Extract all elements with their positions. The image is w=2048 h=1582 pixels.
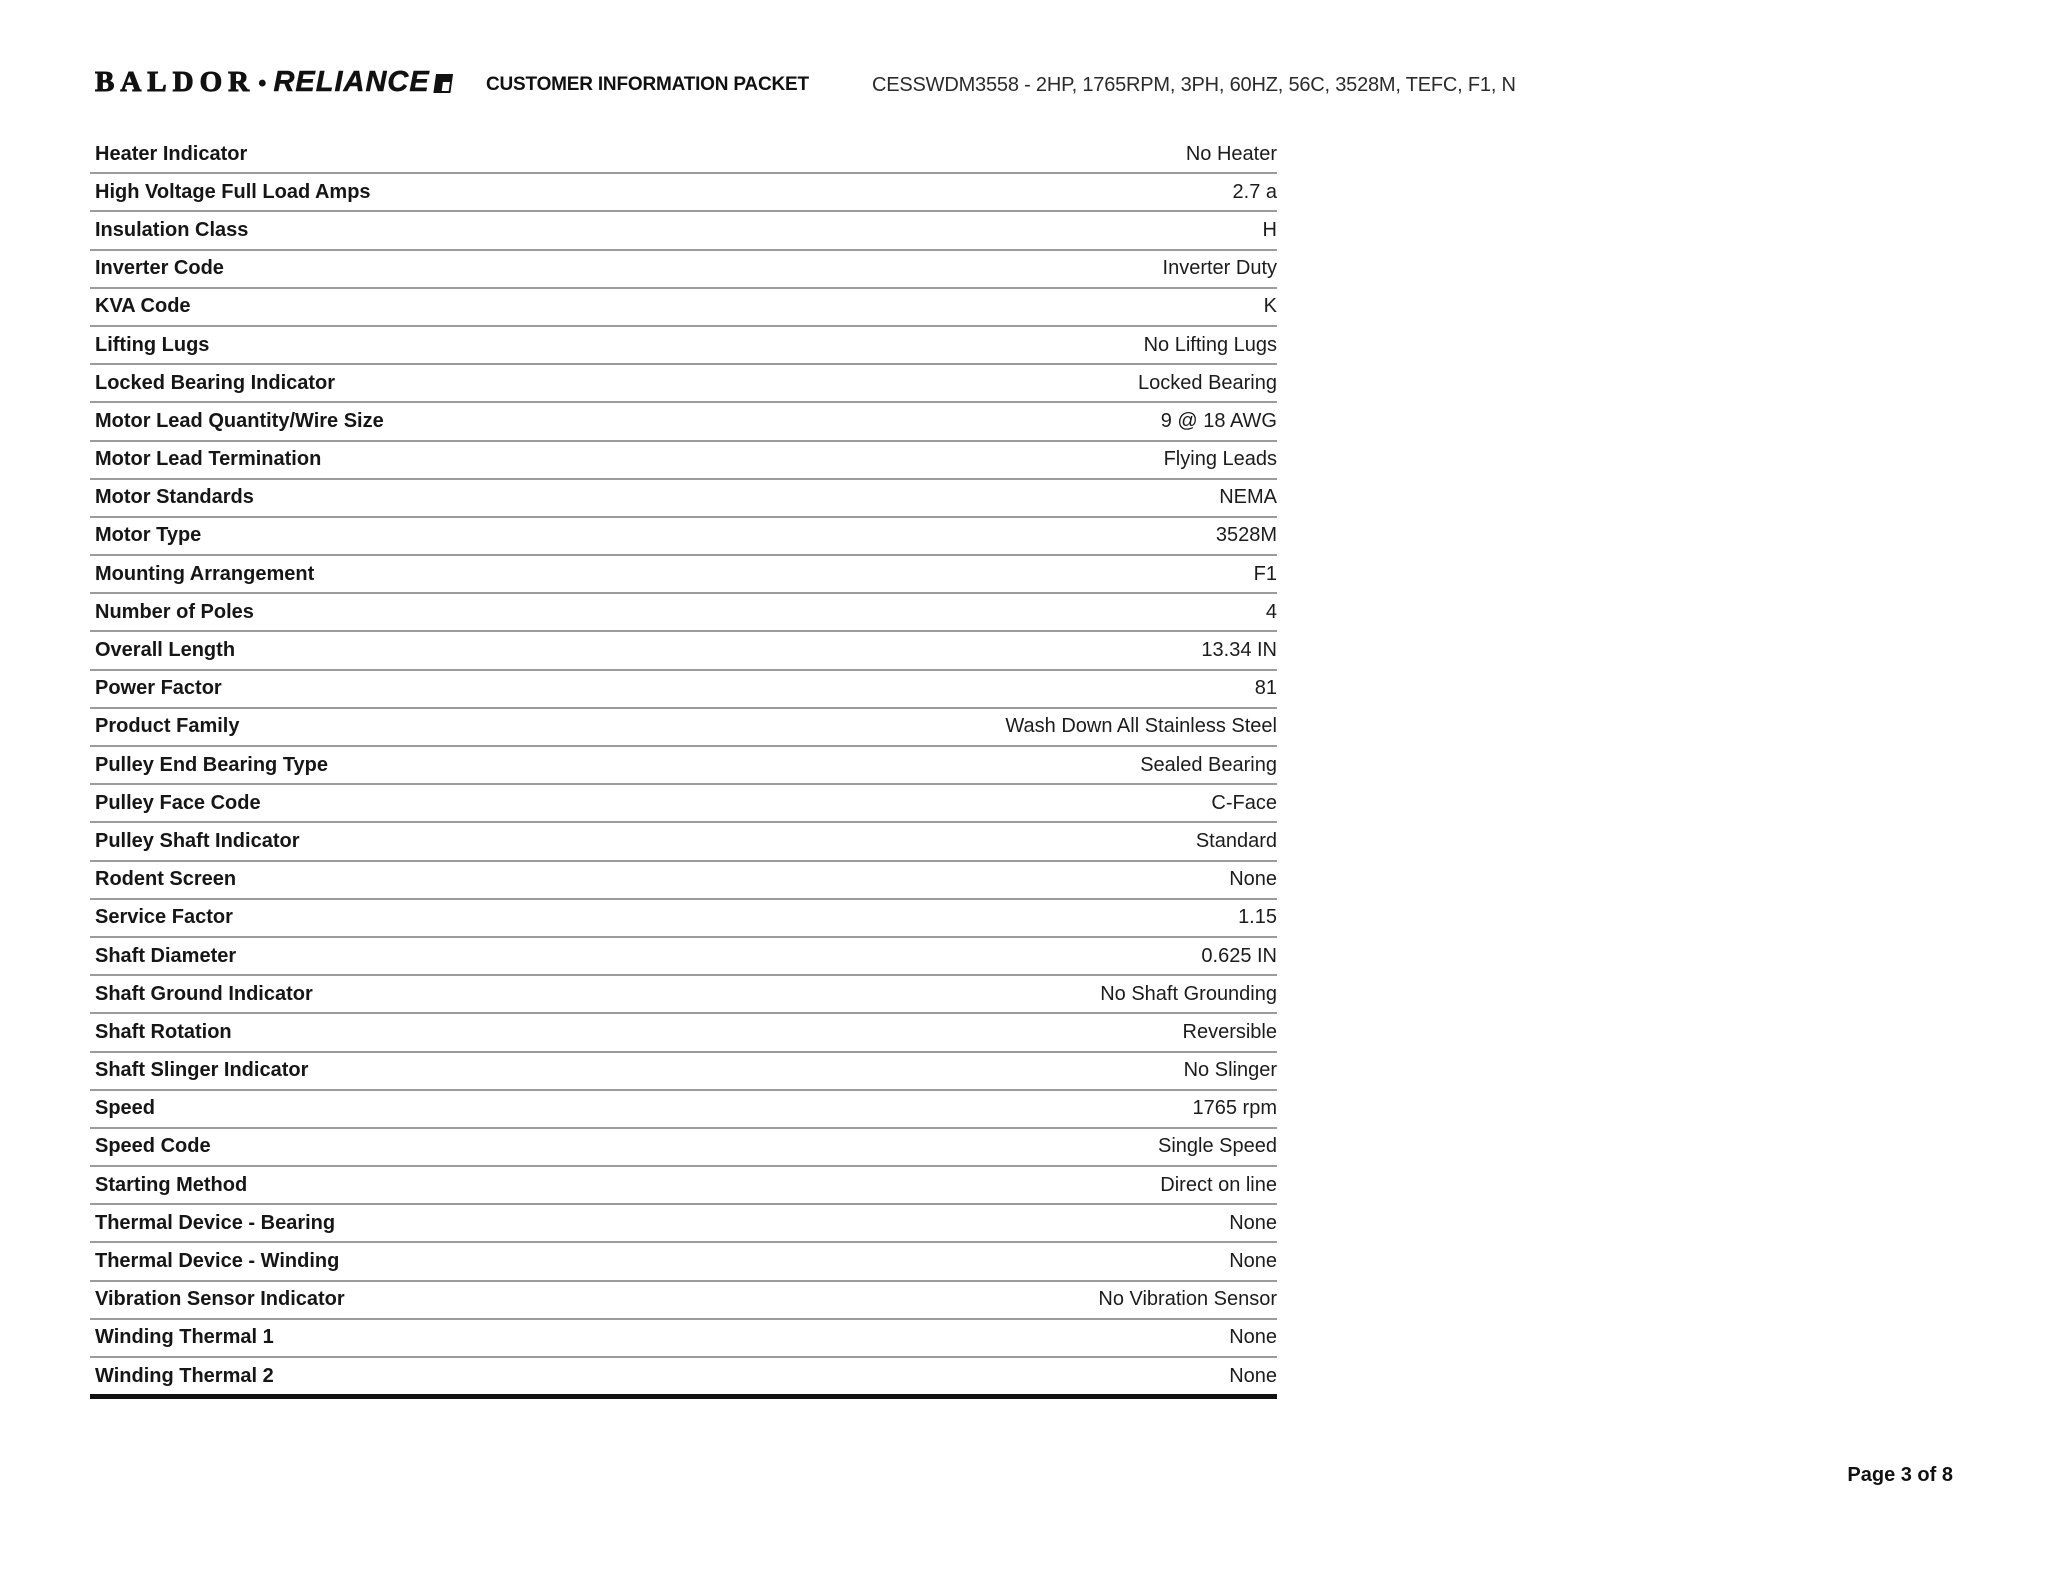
spec-value: None (1229, 1364, 1277, 1387)
spec-label: Rodent Screen (95, 868, 237, 891)
table-row (90, 1014, 1277, 1052)
table-row (90, 174, 1277, 212)
logo-baldor-text: BALDOR (95, 66, 256, 98)
spec-label: Motor Type (95, 524, 202, 547)
table-row (90, 1243, 1277, 1281)
logo-dot-icon: • (258, 70, 267, 97)
spec-value: Reversible (1182, 1020, 1277, 1043)
logo-reliance-text: RELIANCE (273, 66, 430, 98)
spec-value: 1.15 (1238, 906, 1277, 929)
spec-value: Inverter Duty (1162, 257, 1277, 280)
spec-label: Inverter Code (95, 257, 224, 280)
table-row (90, 327, 1277, 365)
spec-value: Standard (1195, 829, 1277, 852)
spec-label: Shaft Slinger Indicator (95, 1059, 309, 1082)
spec-value: Locked Bearing (1138, 371, 1277, 394)
product-spec-line: CESSWDM3558 - 2HP, 1765RPM, 3PH, 60HZ, 56C, 3528M, TEFC, F1, N (872, 74, 1516, 96)
table-row (90, 1358, 1277, 1399)
spec-label: Number of Poles (95, 600, 254, 623)
spec-label: Product Family (95, 715, 240, 738)
spec-value: 2.7 a (1232, 180, 1277, 203)
spec-value: None (1229, 1326, 1277, 1349)
spec-value: None (1229, 1250, 1277, 1273)
spec-value: None (1229, 1211, 1277, 1234)
spec-value: 3528M (1215, 524, 1277, 547)
logo-trademark-icon (433, 74, 453, 93)
spec-label: Motor Lead Quantity/Wire Size (95, 409, 384, 432)
table-row (90, 632, 1277, 670)
spec-value: 4 (1265, 600, 1277, 623)
spec-value: No Lifting Lugs (1143, 333, 1277, 356)
spec-value: Sealed Bearing (1140, 753, 1277, 776)
baldor-reliance-logo (95, 66, 452, 99)
spec-label: Insulation Class (95, 218, 249, 241)
spec-value: Wash Down All Stainless Steel (1005, 715, 1277, 738)
spec-value: Single Speed (1158, 1135, 1277, 1158)
spec-label: Starting Method (95, 1173, 248, 1196)
spec-value: No Heater (1185, 142, 1277, 165)
spec-label: High Voltage Full Load Amps (95, 180, 371, 203)
table-row (90, 403, 1277, 441)
spec-label: Heater Indicator (95, 142, 248, 165)
page-number: Page 3 of 8 (1847, 1464, 1953, 1486)
spec-value: 9 @ 18 AWG (1160, 409, 1277, 432)
spec-label: Pulley Shaft Indicator (95, 829, 300, 852)
spec-value: Flying Leads (1163, 448, 1277, 471)
table-row (90, 594, 1277, 632)
spec-label: Shaft Diameter (95, 944, 237, 967)
table-row (90, 747, 1277, 785)
specification-table (90, 136, 1277, 1399)
spec-value: 13.34 IN (1201, 639, 1277, 662)
document-title: CUSTOMER INFORMATION PACKET (486, 74, 809, 95)
table-row (90, 556, 1277, 594)
table-row (90, 671, 1277, 709)
spec-label: Thermal Device - Bearing (95, 1211, 336, 1234)
spec-value: NEMA (1219, 486, 1277, 509)
spec-value: 81 (1254, 677, 1277, 700)
spec-label: Speed Code (95, 1135, 211, 1158)
spec-value: H (1262, 218, 1277, 241)
table-row (90, 1053, 1277, 1091)
spec-label: Shaft Ground Indicator (95, 982, 313, 1005)
table-row (90, 785, 1277, 823)
spec-label: Power Factor (95, 677, 222, 700)
table-row (90, 823, 1277, 861)
table-row (90, 938, 1277, 976)
spec-value: No Vibration Sensor (1098, 1288, 1277, 1311)
table-row (90, 900, 1277, 938)
spec-value: 0.625 IN (1201, 944, 1277, 967)
table-row (90, 251, 1277, 289)
spec-label: Thermal Device - Winding (95, 1250, 340, 1273)
table-row (90, 480, 1277, 518)
table-row (90, 1205, 1277, 1243)
table-row (90, 709, 1277, 747)
table-row (90, 1320, 1277, 1358)
spec-label: Motor Standards (95, 486, 254, 509)
table-row (90, 1282, 1277, 1320)
table-row (90, 1091, 1277, 1129)
spec-label: Winding Thermal 2 (95, 1364, 274, 1387)
spec-label: Service Factor (95, 906, 233, 929)
table-row (90, 1167, 1277, 1205)
table-row (90, 518, 1277, 556)
spec-label: Pulley End Bearing Type (95, 753, 329, 776)
spec-value: K (1263, 295, 1277, 318)
table-row (90, 365, 1277, 403)
spec-label: Locked Bearing Indicator (95, 371, 336, 394)
table-row (90, 212, 1277, 250)
spec-value: None (1229, 868, 1277, 891)
spec-label: Speed (95, 1097, 156, 1120)
spec-label: Shaft Rotation (95, 1020, 232, 1043)
spec-value: No Slinger (1183, 1059, 1277, 1082)
table-row (90, 862, 1277, 900)
spec-label: Motor Lead Termination (95, 448, 322, 471)
spec-label: KVA Code (95, 295, 191, 318)
spec-label: Pulley Face Code (95, 791, 261, 814)
spec-value: 1765 rpm (1192, 1097, 1277, 1120)
spec-label: Vibration Sensor Indicator (95, 1288, 345, 1311)
spec-label: Winding Thermal 1 (95, 1326, 274, 1349)
spec-label: Mounting Arrangement (95, 562, 315, 585)
spec-value: F1 (1253, 562, 1277, 585)
spec-value: No Shaft Grounding (1100, 982, 1277, 1005)
spec-value: C-Face (1211, 791, 1277, 814)
table-row (90, 136, 1277, 174)
table-row (90, 976, 1277, 1014)
spec-label: Overall Length (95, 639, 236, 662)
spec-value: Direct on line (1160, 1173, 1277, 1196)
table-row (90, 289, 1277, 327)
table-row (90, 1129, 1277, 1167)
spec-label: Lifting Lugs (95, 333, 210, 356)
table-row (90, 442, 1277, 480)
